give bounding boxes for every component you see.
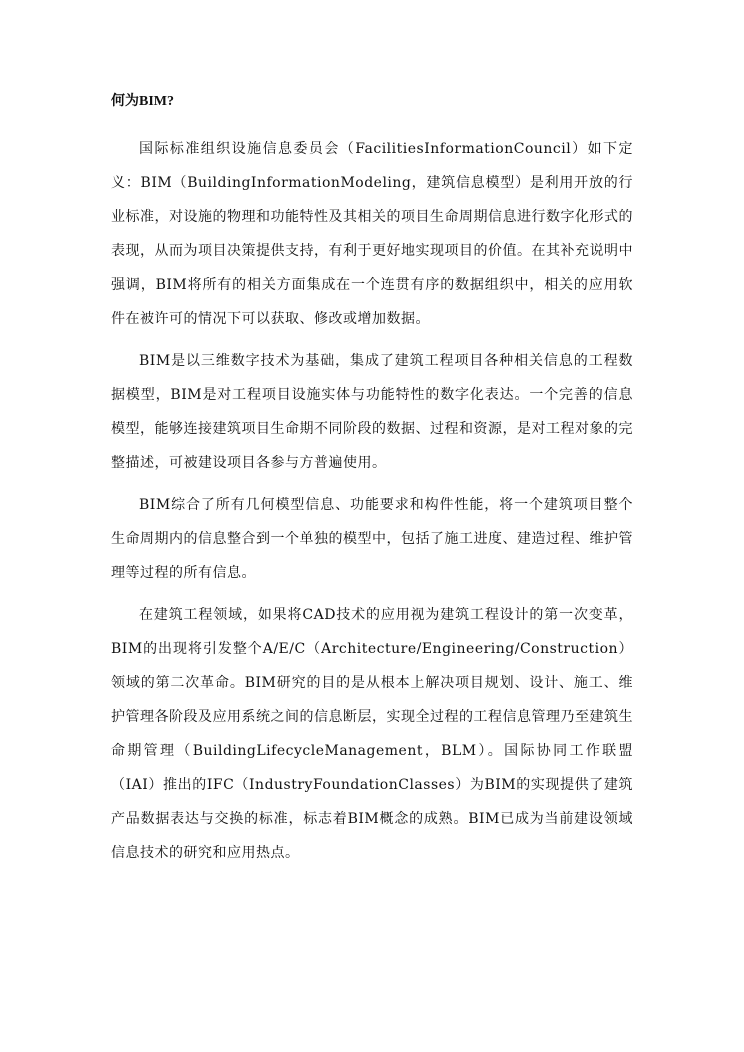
document-heading: 何为BIM? (111, 94, 174, 109)
document-body (111, 132, 633, 870)
paragraph-revolution: 在建筑工程领域，如果将CAD技术的应用视为建筑工程设计的第一次变革，BIM的出现将引发整个A/E/C（Architecture/Engineering/Construction）领域的第二次革命。BIM研究的目的是从根本上解决项目规划、设计、施工、维护管理各阶段及应用系统之间的信息断层，实现全过程的工程信息管理乃至建筑生命期管理（BuildingLifecycleManagement，BLM）。国际协同工作联盟（IAI）推出的IFC（IndustryFoundationClasses）为BIM的实现提供了建筑产品数据表达与交换的标准，标志着BIM概念的成熟。BIM已成为当前建设领域信息技术的研究和应用热点。 (111, 607, 633, 861)
paragraph-data-model: BIM是以三维数字技术为基础，集成了建筑工程项目各种相关信息的工程数据模型，BIM是对工程项目设施实体与功能特性的数字化表达。一个完善的信息模型，能够连接建筑项目生命期不同阶段的数据、过程和资源，是对工程对象的完整描述，可被建设项目各参与方普遍使用。 (111, 353, 633, 471)
paragraph-lifecycle: BIM综合了所有几何模型信息、功能要求和构件性能，将一个建筑项目整个生命周期内的信息整合到一个单独的模型中，包括了施工进度、建造过程、维护管理等过程的所有信息。 (111, 497, 633, 581)
paragraph-definition: 国际标准组织设施信息委员会（FacilitiesInformationCouncil）如下定义：BIM（BuildingInformationModeling，建筑信息模型）是利用开放的行业标准，对设施的物理和功能特性及其相关的项目生命周期信息进行数字化形式的表现，从而为项目决策提供支持，有利于更好地实现项目的价值。在其补充说明中强调，BIM将所有的相关方面集成在一个连贯有序的数据组织中，相关的应用软件在被许可的情况下可以获取、修改或增加数据。 (111, 141, 633, 327)
